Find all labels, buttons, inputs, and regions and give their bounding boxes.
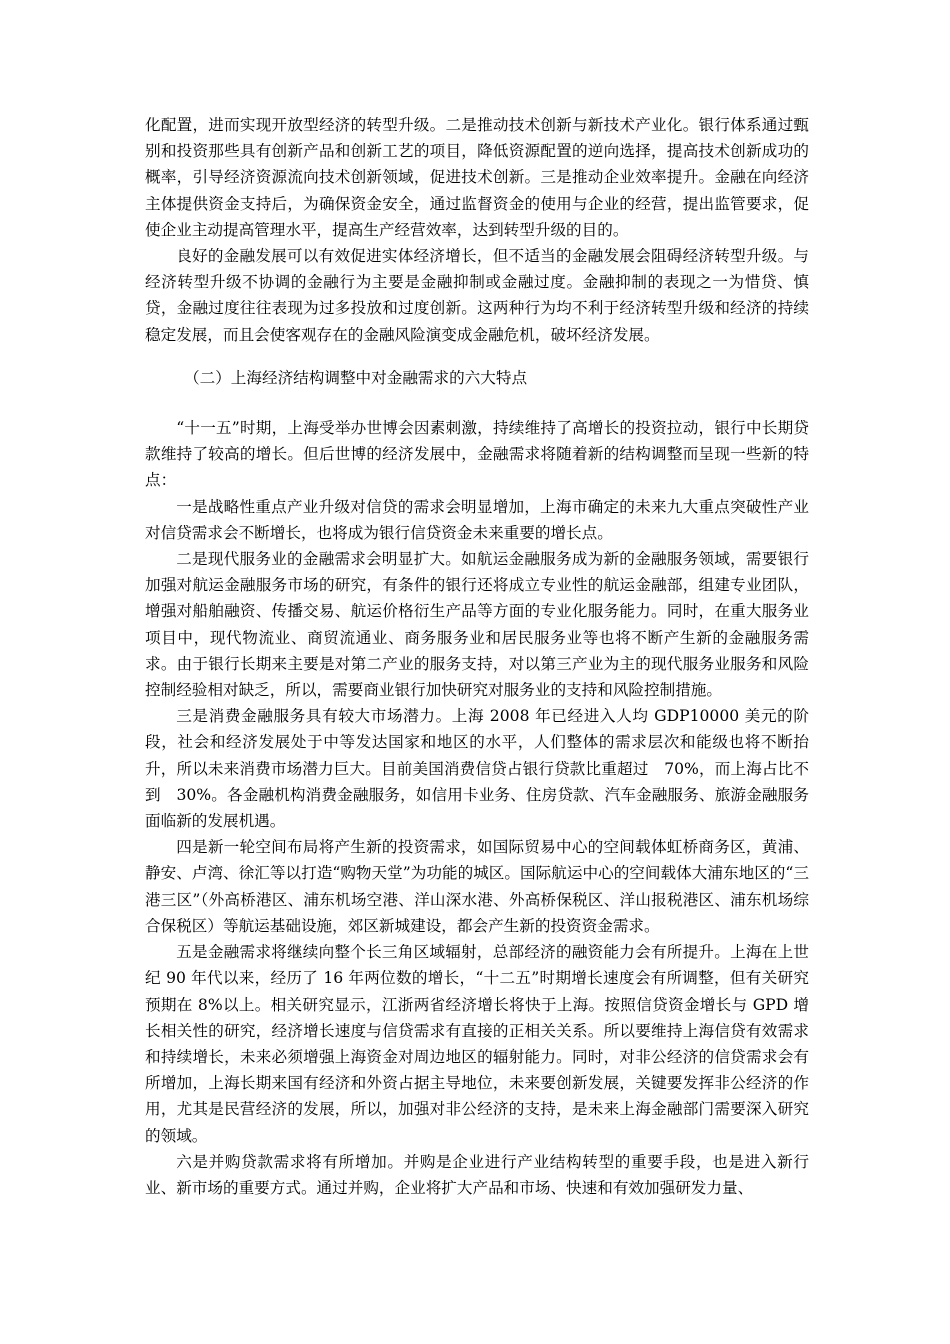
paragraph-intro: “十一五”时期，上海受举办世博会因素刺激，持续维持了高增长的投资拉动，银行中长期贷款维持了较高的增长。但后世博的经济发展中，金融需求将随着新的结构调整而呈现一些新的特点： — [145, 419, 809, 490]
section-heading: （二）上海经济结构调整中对金融需求的六大特点 — [184, 368, 528, 387]
paragraph-financial-development: 良好的金融发展可以有效促进实体经济增长，但不适当的金融发展会阻碍经济转型升级。与经济转型升级不协调的金融行为主要是金融抑制或金融过度。金融抑制的表现之一为惜贷、慎贷，金融过度往往表现为过多投放和过度创新。这两种行为均不利于经济转型升级和经济的持续稳定发展，而且会使客观存在的金融风险演变成金融危机，破坏经济发展。 — [145, 247, 809, 344]
paragraph-feature-3: 三是消费金融服务具有较大市场潜力。上海 2008 年已经进入人均 GDP10000 美元的阶段，社会和经济发展处于中等发达国家和地区的水平，人们整体的需求层次和能级也将不断抬升，所以未来消费市场潜力巨大。目前美国消费信贷占银行贷款比重超过 70%，而上海占比不到 30%。各金融机构消费金融服务，如信用卡业务、住房贷款、汽车金融服务、旅游金融服务面临新的发展机遇。 — [145, 707, 809, 831]
document-page — [145, 112, 809, 1201]
paragraph-feature-6: 六是并购贷款需求将有所增加。并购是企业进行产业结构转型的重要手段，也是进入新行业、新市场的重要方式。通过并购，企业将扩大产品和市场、快速和有效加强研发力量、 — [145, 1152, 809, 1197]
paragraph-transformation-roles: 化配置，进而实现开放型经济的转型升级。二是推动技术创新与新技术产业化。银行体系通过甄别和投资那些具有创新产品和创新工艺的项目，降低资源配置的逆向选择，提高技术创新成功的概率，引导经济资源流向技术创新领域，促进技术创新。三是推动企业效率提升。金融在向经济主体提供资金支持后，为确保资金安全，通过监督资金的使用与企业的经营，提出监管要求，促使企业主动提高管理水平，提高生产经营效率，达到转型升级的目的。 — [145, 116, 809, 239]
paragraph-feature-2: 二是现代服务业的金融需求会明显扩大。如航运金融服务成为新的金融服务领域，需要银行加强对航运金融服务市场的研究，有条件的银行还将成立专业性的航运金融部，组建专业团队，增强对船舶融资、传播交易、航运价格衍生产品等方面的专业化服务能力。同时，在重大服务业项目中，现代物流业、商贸流通业、商务服务业和居民服务业等也将不断产生新的金融服务需求。由于银行长期来主要是对第二产业的服务支持，对以第三产业为主的现代服务业服务和风险控制经验相对缺乏，所以，需要商业银行加快研究对服务业的支持和风险控制措施。 — [145, 550, 809, 700]
paragraph-feature-1: 一是战略性重点产业升级对信贷的需求会明显增加，上海市确定的未来九大重点突破性产业对信贷需求会不断增长，也将成为银行信贷资金未来重要的增长点。 — [145, 497, 809, 542]
paragraph-feature-5: 五是金融需求将继续向整个长三角区域辐射，总部经济的融资能力会有所提升。上海在上世纪 90 年代以来，经历了 16 年两位数的增长，“十二五”时期增长速度会有所调整，但有关研究预期在 8%以上。相关研究显示，江浙两省经济增长将快于上海。按照信贷资金增长与 GPD 增长相关性的研究，经济增长速度与信贷需求有直接的正相关关系。所以要维持上海信贷有效需求和持续增长，未来必须增强上海资金对周边地区的辐射能力。同时，对非公经济的信贷需求会有所增加，上海长期来国有经济和外资占据主导地位，未来要创新发展，关键要发挥非公经济的作用，尤其是民营经济的发展，所以，加强对非公经济的支持，是未来上海金融部门需要深入研究的领域。 — [145, 943, 809, 1145]
paragraph-feature-4: 四是新一轮空间布局将产生新的投资需求，如国际贸易中心的空间载体虹桥商务区，黄浦、静安、卢湾、徐汇等以打造“购物天堂”为功能的城区。国际航运中心的空间载体大浦东地区的“三港三区”（外高桥港区、浦东机场空港、洋山深水港、外高桥保税区、洋山报税港区、浦东机场综合保税区）等航运基础设施，郊区新城建设，都会产生新的投资资金需求。 — [145, 838, 809, 935]
